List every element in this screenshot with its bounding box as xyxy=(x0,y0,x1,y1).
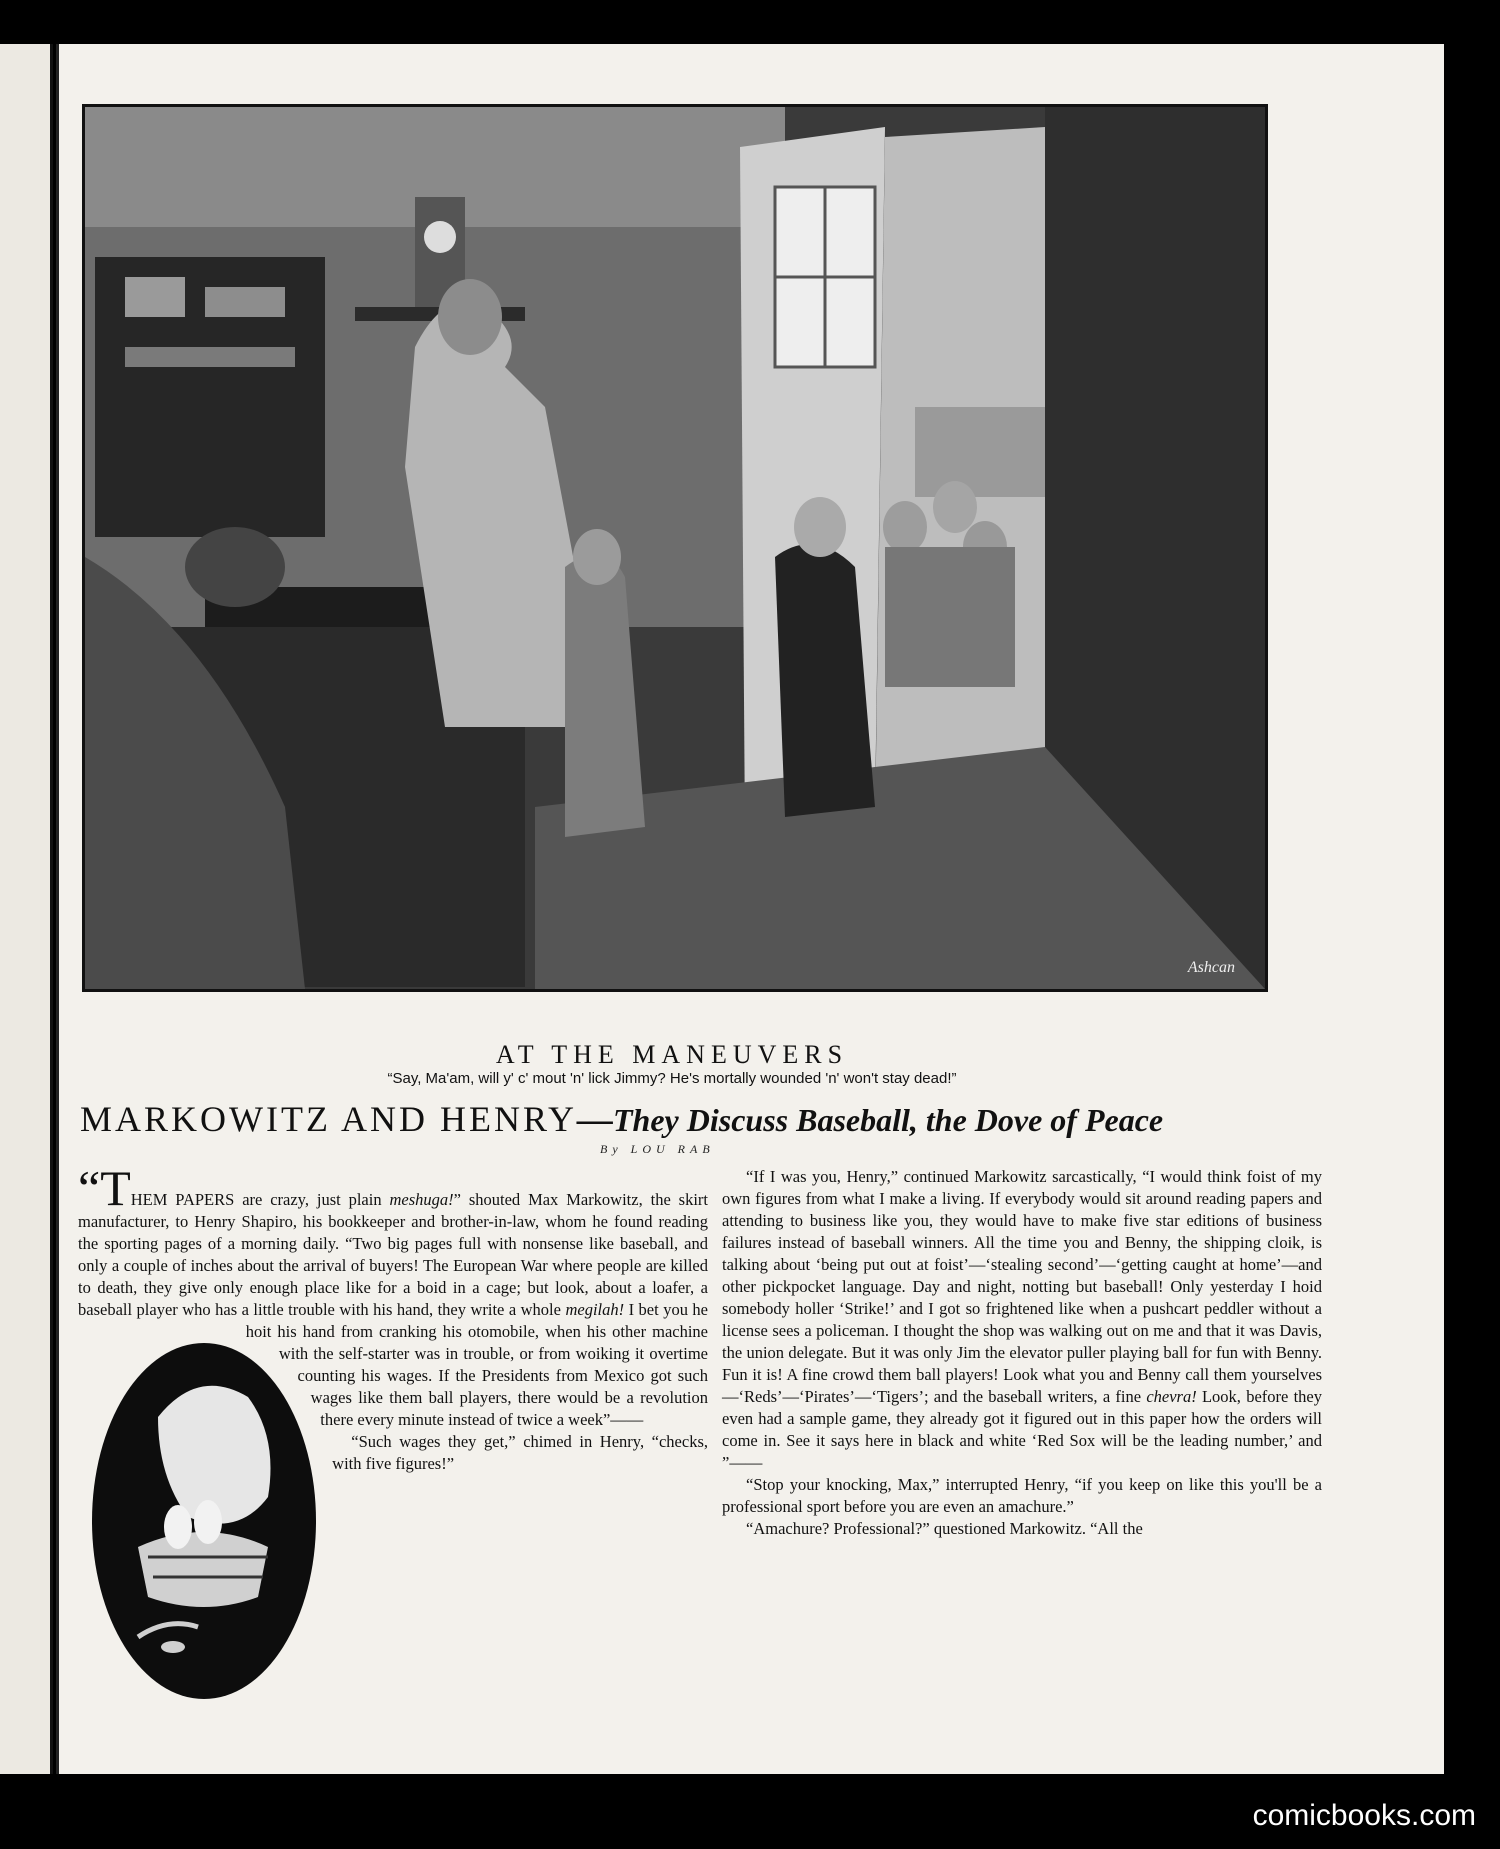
text-run: Look, before they even had a sample game, they already got it figured out in this paper how the orders will come in. See it says here in black and white ‘Red Sox will be the leading number,’ and ”—— xyxy=(722,1387,1322,1472)
italic-word: megilah! xyxy=(565,1300,625,1319)
italic-word: meshuga! xyxy=(389,1190,454,1209)
headline-subtitle: They Discuss Baseball, the Dove of Peace xyxy=(612,1102,1164,1138)
artist-signature: Ashcan xyxy=(1187,959,1235,976)
paragraph: “Amachure? Professional?” questioned Markowitz. “All the xyxy=(746,1519,1143,1538)
article-headline xyxy=(80,1098,1330,1140)
text-run: I bet you he hoit his hand from cranking his otomobile, when his other machine with the self-starter was in trouble, or from woiking it overtime counting his wages. If the Presidents from Mexico got such wages like them ball players, there would be a revolution there every minute instead of twice a week”—— xyxy=(245,1300,708,1429)
egg-ornament xyxy=(78,1327,330,1707)
text-run: ” shouted Max Markowitz, the skirt manufacturer, to Henry Shapiro, his bookkeeper and brother-in-law, whom he found reading the sporting pages of a morning daily. “Two big pages full with nonsense like baseball, and only a couple of inches about the arrival of buyers! The European War where people are killed to death, they give only enough place like for a boid in a cage; but look, about a loafer, a baseball player who has a little trouble with his hand, they write a whole xyxy=(78,1190,708,1319)
headline-dash: — xyxy=(576,1099,613,1139)
site-watermark: comicbooks.com xyxy=(1252,1799,1476,1832)
article-column-left xyxy=(78,1160,708,1711)
headline-main: MARKOWITZ AND HENRY xyxy=(80,1099,577,1139)
paragraph xyxy=(722,1166,1322,1474)
caption-title: AT THE MANEUVERS xyxy=(495,1040,849,1069)
facing-page-edge xyxy=(0,44,53,1774)
text-run: “If I was you, Henry,” continued Markowitz sarcastically, “I would think foist of my own figures from what I make a living. If everybody would sit around reading papers and attending to business like you, they would have to make five star editions of business failures instead of baseball winners. All the time you and Benny, the shipping cloik, is talking about ‘being put out at foist’—‘stealing second’—‘getting caught at home’—and other pickpocket language. Day and night, notting but baseball! Only yesterday I hoid somebody holler ‘Strike!’ and I got so frightened like when a pushcart peddler without a license sees a policeman. I thought the shop was walking out on me and that it was Davis, the union delegate. But it was only Jim the elevator puller playing ball for fun with Benny. Fun it is! A fine crowd them ball players! Look what you and Benny call them yourselves—‘Reds’—‘Pirates’—‘Tigers’; and the baseball writers, a fine xyxy=(722,1167,1322,1406)
drop-cap: “T xyxy=(78,1160,131,1216)
bird-nest-egg-icon xyxy=(78,1327,330,1707)
text-run: HEM PAPERS are crazy, just plain xyxy=(130,1190,390,1209)
caption-quote: “Say, Ma'am, will y' c' mout 'n' lick Jimmy? He's mortally wounded 'n' won't stay dead!” xyxy=(387,1070,957,1087)
byline: By LOU RAB xyxy=(600,1142,715,1156)
italic-word: chevra! xyxy=(1146,1387,1197,1406)
illustration-drawing xyxy=(85,107,1265,989)
paragraph xyxy=(78,1160,708,1431)
paragraph: “Stop your knocking, Max,” interrupted Henry, “if you keep on like this you'll be a professional sport before you are even an amachure.” xyxy=(722,1475,1322,1516)
illustration-at-the-maneuvers xyxy=(82,104,1268,992)
paragraph: “Such wages they get,” chimed in Henry, “checks, with five figures!” xyxy=(332,1432,708,1473)
article-column-right xyxy=(722,1166,1322,1540)
